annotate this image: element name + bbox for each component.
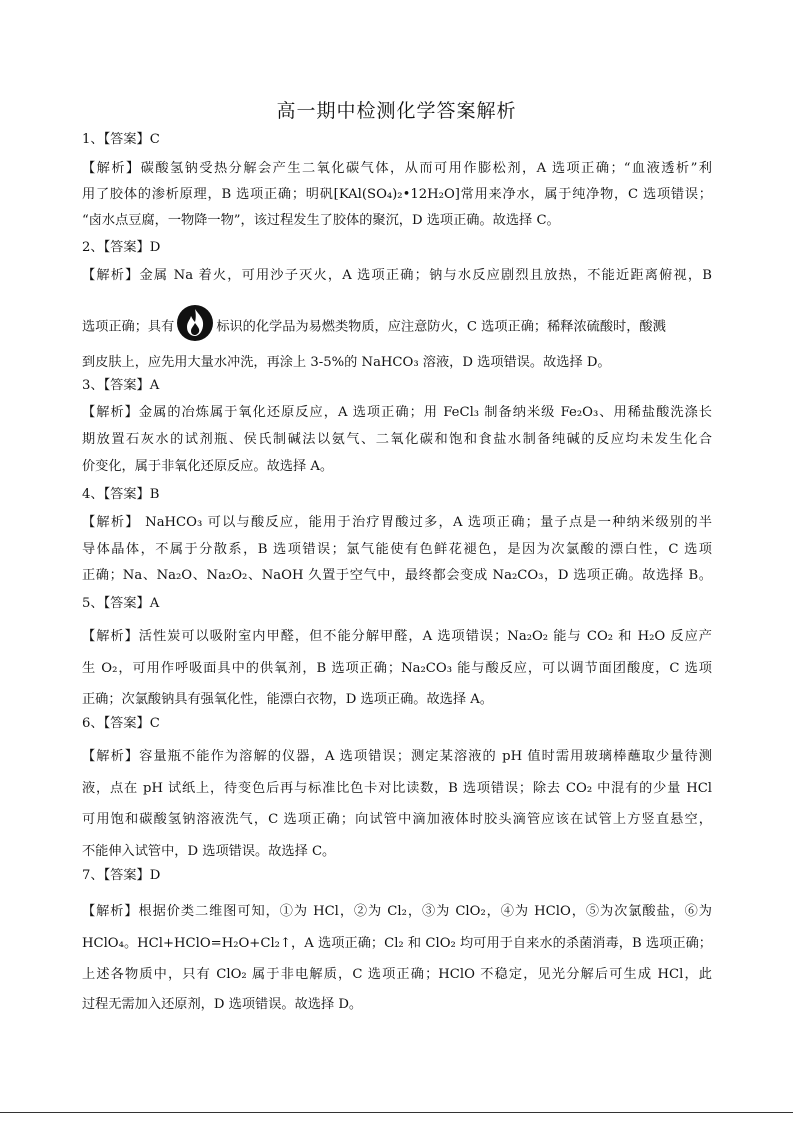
analysis-4-line-2: 导体晶体，不属于分散系，B 选项错误；氯气能使有色鲜花褪色，是因为次氯酸的漂白性，C 选项	[82, 542, 712, 557]
answer-5: 5、【答案】A	[82, 596, 160, 611]
analysis-4-line-1: 【解析】 NaHCO₃ 可以与酸反应，能用于治疗胃酸过多，A 选项正确；量子点是一种纳米级别的半	[82, 515, 712, 530]
analysis-5-line-3: 正确；次氯酸钠具有强氧化性，能漂白衣物，D 选项正确。故选择 A。	[82, 692, 493, 707]
analysis-2-line-2	[82, 311, 712, 343]
analysis-2-line-3: 到皮肤上，应先用大量水冲洗，再涂上 3-5%的 NaHCO₃ 溶液，D 选项错误。故选择 D。	[82, 355, 611, 370]
analysis-7-line-2: HClO₄。HCl+HClO=H₂O+Cl₂↑，A 选项正确；Cl₂ 和 ClO₂ 均可用于自来水的杀菌消毒，B 选项正确；	[82, 936, 712, 951]
analysis-2-line-2-post: 标识的化学品为易燃类物质，应注意防火，C 选项正确；稀释浓硫酸时，酸溅	[216, 319, 666, 335]
answer-2: 2、【答案】D	[82, 240, 161, 255]
answer-6: 6、【答案】C	[82, 716, 160, 731]
analysis-3-line-1: 【解析】金属的冶炼属于氧化还原反应，A 选项正确；用 FeCl₃ 制备纳米级 Fe₂O₃、用稀盐酸洗涤长	[82, 405, 712, 420]
analysis-2-line-1: 【解析】金属 Na 着火，可用沙子灭火，A 选项正确；钠与水反应剧烈且放热，不能近距离俯视，B	[82, 268, 712, 283]
footer-rule	[0, 1112, 793, 1113]
analysis-1-line-1: 【解析】碳酸氢钠受热分解会产生二氧化碳气体，从而可用作膨松剂，A 选项正确；“血液透析”利	[82, 161, 712, 176]
page-title: 高一期中检测化学答案解析	[276, 100, 517, 122]
analysis-6-line-2: 液，点在 pH 试纸上，待变色后再与标准比色卡对比读数，B 选项错误；除去 CO₂ 中混有的少量 HCl	[82, 781, 712, 796]
answer-1: 1、【答案】C	[82, 132, 160, 147]
analysis-5-line-1: 【解析】活性炭可以吸附室内甲醛，但不能分解甲醛，A 选项错误；Na₂O₂ 能与 CO₂ 和 H₂O 反应产	[82, 629, 712, 644]
flammable-icon	[176, 303, 214, 343]
analysis-3-line-3: 价变化，属于非氧化还原反应。故选择 A。	[82, 459, 334, 474]
analysis-2-line-2-pre: 选项正确；具有	[82, 319, 175, 335]
analysis-7-line-4: 过程无需加入还原剂，D 选项错误。故选择 D。	[82, 997, 363, 1012]
analysis-6-line-4: 不能伸入试管中，D 选项错误。故选择 C。	[82, 844, 336, 859]
analysis-1-line-2: 用了胶体的渗析原理，B 选项正确；明矾[KAl(SO₄)₂•12H₂O]常用来净水，属于纯净物，C 选项错误；	[82, 187, 712, 202]
analysis-6-line-1: 【解析】容量瓶不能作为溶解的仪器，A 选项错误；测定某溶液的 pH 值时需用玻璃棒蘸取少量待测	[82, 749, 712, 764]
analysis-1-line-3: “卤水点豆腐，一物降一物”，该过程发生了胶体的聚沉，D 选项正确。故选择 C。	[82, 213, 560, 228]
answer-4: 4、【答案】B	[82, 487, 160, 502]
answer-7: 7、【答案】D	[82, 868, 161, 883]
answer-3: 3、【答案】A	[82, 378, 160, 393]
analysis-4-line-3: 正确；Na、Na₂O、Na₂O₂、NaOH 久置于空气中，最终都会变成 Na₂CO₃，D 选项正确。故选择 B。	[82, 568, 712, 583]
analysis-7-line-1: 【解析】根据价类二维图可知，①为 HCl，②为 Cl₂，③为 ClO₂，④为 HClO，⑤为次氯酸盐，⑥为	[82, 904, 712, 919]
analysis-3-line-2: 期放置石灰水的试剂瓶、侯氏制碱法以氨气、二氧化碳和饱和食盐水制备纯碱的反应均未发生化合	[82, 432, 712, 447]
analysis-5-line-2: 生 O₂，可用作呼吸面具中的供氧剂，B 选项正确；Na₂CO₃ 能与酸反应，可以调节面团酸度，C 选项	[82, 661, 712, 676]
analysis-7-line-3: 上述各物质中，只有 ClO₂ 属于非电解质，C 选项正确；HClO 不稳定，见光分解后可生成 HCl，此	[82, 967, 712, 982]
analysis-6-line-3: 可用饱和碳酸氢钠溶液洗气，C 选项正确；向试管中滴加液体时胶头滴管应该在试管上方竖直悬空，	[82, 812, 712, 827]
